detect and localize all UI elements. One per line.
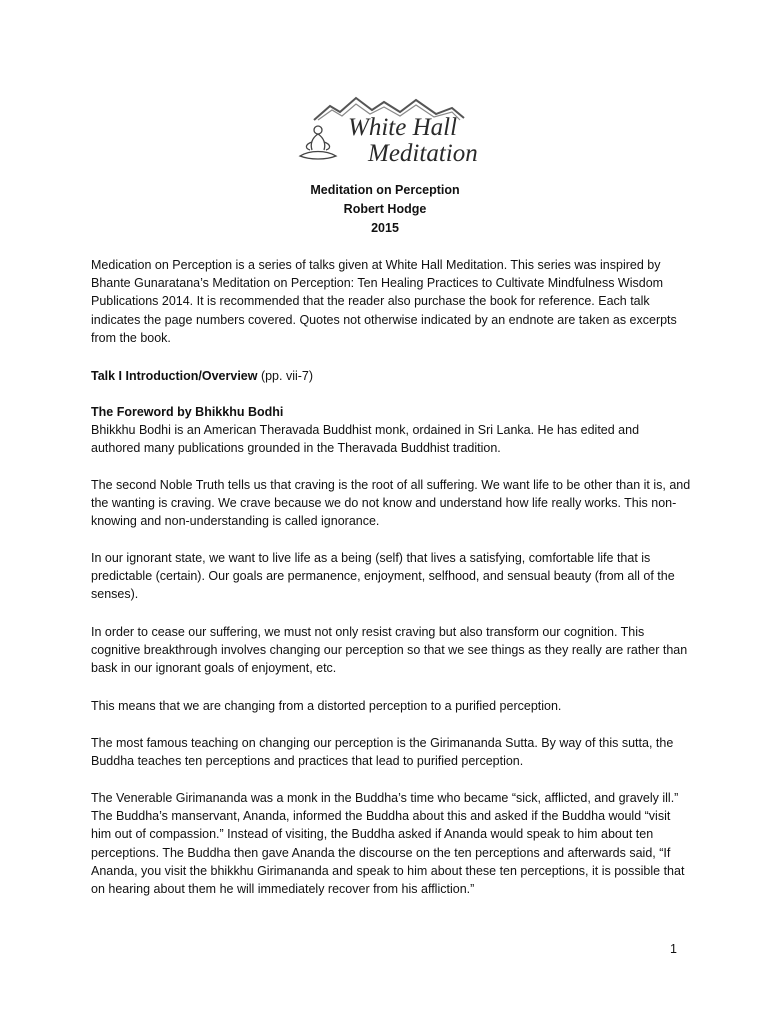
document-author: Robert Hodge xyxy=(343,202,427,216)
paragraph xyxy=(91,623,691,678)
paragraph xyxy=(91,549,691,604)
paragraph xyxy=(91,734,691,770)
paragraph-text: The most famous teaching on changing our perception is the Girimananda Sutta. By way of this sutta, the Buddha teaches ten perceptions and practices that lead to purified perception. xyxy=(91,736,674,769)
paragraph-text: In order to cease our suffering, we must not only resist craving but also transform our cognition. This cognitive breakthrough involves changing our perception so that we see things as they really are rather than bask in our ignorant goals of enjoyment, etc. xyxy=(91,625,688,676)
foreword-section xyxy=(91,403,691,458)
logo-text-line1: White Hall xyxy=(348,114,458,141)
intro-text: Medication on Perception is a series of talks given at White Hall Meditation. This series was inspired by Bhante Gunaratana’s Meditation on Perception: Ten Healing Practices to Cultivate Mindfulness Wisdom Publications 2014. It is recommended that the reader also purchase the book for reference. Each talk indicates the page numbers covered. Quotes not otherwise indicated by an endnote are taken as excerpts from the book. xyxy=(91,258,677,345)
intro-paragraph xyxy=(91,256,691,347)
foreword-heading: The Foreword by Bhikkhu Bodhi xyxy=(91,405,284,419)
paragraph-text: The second Noble Truth tells us that craving is the root of all suffering. We want life to be other than it is, and the wanting is craving. We crave because we do not know and understand how life really works. This non-knowing and non-understanding is called ignorance. xyxy=(91,478,691,529)
paragraph xyxy=(91,697,691,715)
document-year: 2015 xyxy=(371,221,399,235)
document-title: Meditation on Perception xyxy=(310,183,460,197)
paragraph xyxy=(91,476,691,531)
talk-title: Talk I Introduction/Overview xyxy=(91,369,258,383)
talk-pages: (pp. vii-7) xyxy=(257,369,314,383)
paragraph-text: The Venerable Girimananda was a monk in the Buddha’s time who became “sick, afflicted, and gravely ill.” The Buddha’s manservant, Ananda, informed the Buddha about this and asked if the Buddha would “visit him out of compassion.” Instead of visiting, the Buddha asked if Ananda would speak to him about ten perceptions. The Buddha then gave Ananda the discourse on the ten perceptions and afterwards said, “If Ananda, you visit the bhikkhu Girimananda and speak to him about these ten perceptions, it is possible that on hearing about them he will immediately recover from his affliction.” xyxy=(91,791,685,897)
white-hall-meditation-logo xyxy=(296,92,476,176)
page-number: 1 xyxy=(670,942,677,956)
logo-text-line2: Meditation xyxy=(368,140,478,167)
paragraph-text: This means that we are changing from a distorted perception to a purified perception. xyxy=(91,699,562,713)
paragraph-text: In our ignorant state, we want to live life as a being (self) that lives a satisfying, comfortable life that is predictable (certain). Our goals are permanence, enjoyment, selfhood, and sensual beauty (from all of the senses). xyxy=(91,551,675,602)
foreword-text: Bhikkhu Bodhi is an American Theravada Buddhist monk, ordained in Sri Lanka. He has edited and authored many publications grounded in the Theravada Buddhist tradition. xyxy=(91,423,640,456)
talk-heading xyxy=(91,367,691,385)
paragraph xyxy=(91,789,691,898)
